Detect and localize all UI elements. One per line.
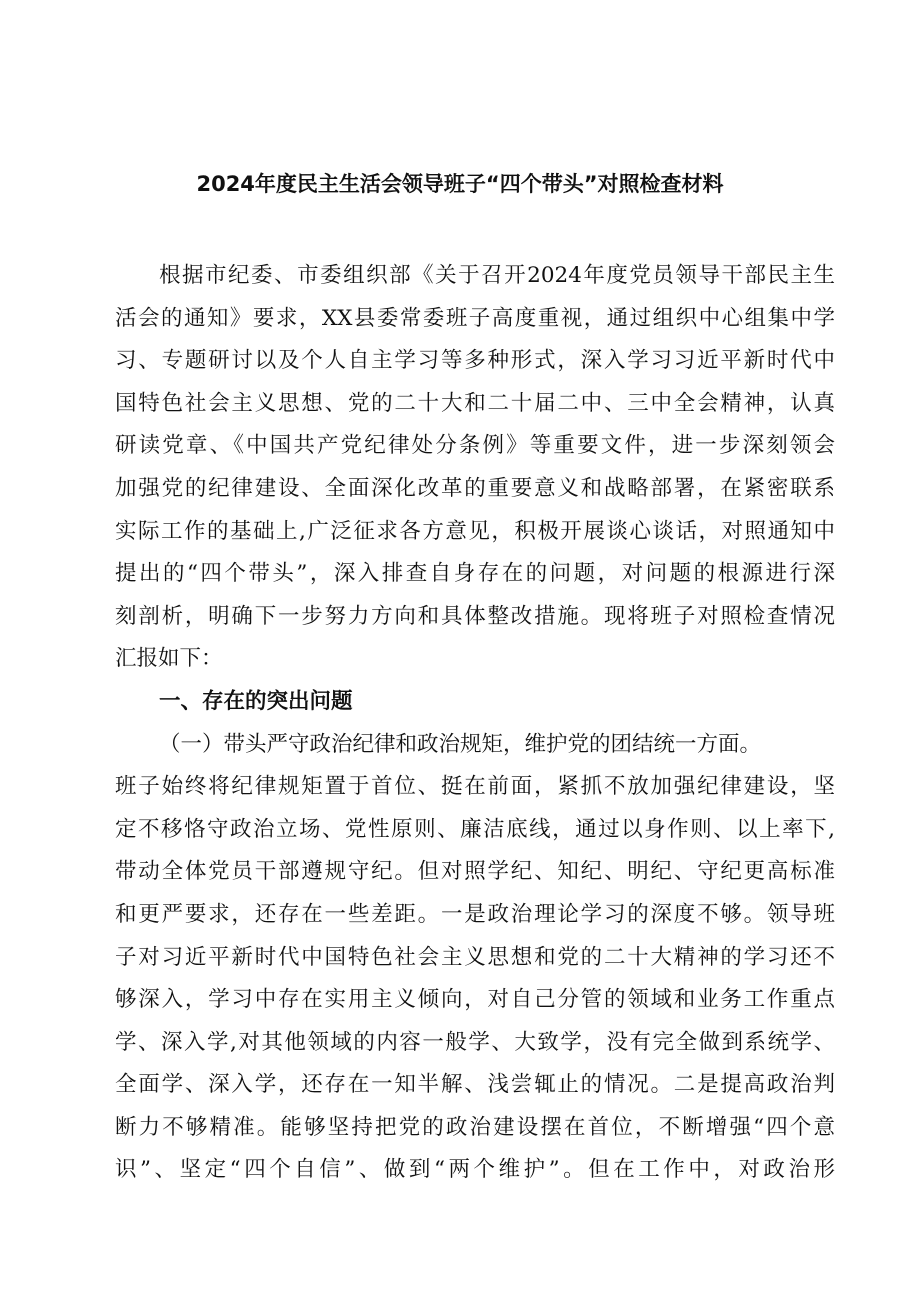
paragraph-line: 汇报如下： xyxy=(115,646,223,672)
paragraph-line: 活会的通知》要求，XX县委常委班子高度重视，通过组织中心组集中学 xyxy=(115,305,835,331)
paragraph-line: 研读党章、《中国共产党纪律处分条例》等重要文件，进一步深刻领会 xyxy=(115,433,835,459)
paragraph-line: 全面学、深入学，还存在一知半解、浅尝辄止的情况。二是提高政治判 xyxy=(115,1072,835,1098)
document-body xyxy=(115,255,835,1192)
paragraph-line: 班子始终将纪律规矩置于首位、挺在前面，紧抓不放加强纪律建设，坚 xyxy=(115,774,835,800)
paragraph-line: 子对习近平新时代中国特色社会主义思想和党的二十大精神的学习还不 xyxy=(115,944,835,970)
paragraph-line: 国特色社会主义思想、党的二十大和二十届二中、三中全会精神，认真 xyxy=(115,390,835,416)
paragraph-line: 定不移恪守政治立场、党性原则、廉洁底线，通过以身作则、以上率下, xyxy=(115,816,835,842)
paragraph-line: 学、深入学,对其他领域的内容一般学、大致学，没有完全做到系统学、 xyxy=(115,1029,835,1055)
paragraph-line: 提出的“四个带头”，深入排查自身存在的问题，对问题的根源进行深 xyxy=(115,561,835,587)
paragraph-line: 和更严要求，还存在一些差距。一是政治理论学习的深度不够。领导班 xyxy=(115,901,835,927)
paragraph-line: 习、专题研讨以及个人自主学习等多种形式，深入学习习近平新时代中 xyxy=(115,348,835,374)
paragraph-line: 识”、坚定“四个自信”、做到“两个维护”。但在工作中，对政治形 xyxy=(115,1157,835,1183)
document-title: 2024年度民主生活会领导班子“四个带头”对照检查材料 xyxy=(196,172,724,196)
intro-paragraph xyxy=(115,255,835,681)
paragraph-line: 够深入，学习中存在实用主义倾向，对自己分管的领域和业务工作重点 xyxy=(115,987,835,1013)
section-paragraph xyxy=(115,724,835,1193)
paragraph-line: 刻剖析，明确下一步努力方向和具体整改措施。现将班子对照检查情况 xyxy=(115,603,835,629)
subsection-heading-line: （一）带头严守政治纪律和政治规矩，维护党的团结统一方面。 xyxy=(159,731,762,757)
paragraph-line: 根据市纪委、市委组织部《关于召开2024年度党员领导干部民主生 xyxy=(159,263,835,288)
paragraph-line: 断力不够精准。能够坚持把党的政治建设摆在首位，不断增强“四个意 xyxy=(115,1114,835,1140)
paragraph-line: 带动全体党员干部遵规守纪。但对照学纪、知纪、明纪、守纪更高标准 xyxy=(115,859,835,885)
paragraph-line: 加强党的纪律建设、全面深化改革的重要意义和战略部署，在紧密联系 xyxy=(115,475,835,501)
paragraph-line: 实际工作的基础上,广泛征求各方意见，积极开展谈心谈话，对照通知中 xyxy=(115,518,835,544)
section-heading: 一、存在的突出问题 xyxy=(159,688,353,714)
